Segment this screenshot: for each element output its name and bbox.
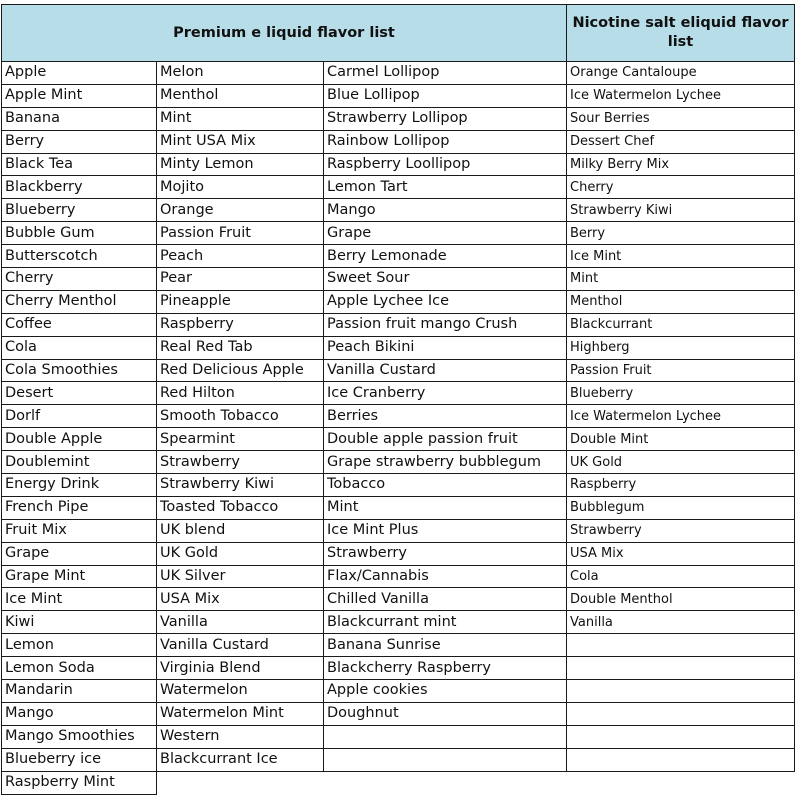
table-row xyxy=(2,290,795,313)
flavor-cell-col2: Watermelon xyxy=(157,680,324,703)
table-row xyxy=(2,725,795,748)
flavor-cell-col1: Banana xyxy=(2,107,157,130)
salt-flavor-cell: Dessert Chef xyxy=(567,130,795,153)
table-row xyxy=(2,405,795,428)
flavor-cell-col3: Grape xyxy=(324,222,567,245)
table-body xyxy=(2,62,795,795)
salt-flavor-cell: Ice Mint xyxy=(567,245,795,268)
flavor-cell-col2: Real Red Tab xyxy=(157,336,324,359)
flavor-cell-col1: Cherry xyxy=(2,268,157,291)
flavor-cell-col1: Desert xyxy=(2,382,157,405)
flavor-cell-col1: Ice Mint xyxy=(2,588,157,611)
flavor-cell-col1: Double Apple xyxy=(2,428,157,451)
salt-flavor-cell: Bubblegum xyxy=(567,496,795,519)
table-row xyxy=(2,657,795,680)
flavor-cell-col2: Smooth Tobacco xyxy=(157,405,324,428)
salt-flavor-cell: Orange Cantaloupe xyxy=(567,62,795,85)
flavor-cell-col2: Virginia Blend xyxy=(157,657,324,680)
flavor-cell-col3: Flax/Cannabis xyxy=(324,565,567,588)
flavor-cell-col1: Cola xyxy=(2,336,157,359)
flavor-cell-col1: Bubble Gum xyxy=(2,222,157,245)
flavor-cell-col2: UK Gold xyxy=(157,542,324,565)
flavor-cell-col1: Mango Smoothies xyxy=(2,725,157,748)
flavor-cell-col3: Strawberry xyxy=(324,542,567,565)
salt-flavor-cell: USA Mix xyxy=(567,542,795,565)
flavor-cell-col2: Menthol xyxy=(157,84,324,107)
flavor-cell-col2: Pineapple xyxy=(157,290,324,313)
table-row xyxy=(2,84,795,107)
salt-flavor-cell: Strawberry Kiwi xyxy=(567,199,795,222)
salt-flavor-cell: UK Gold xyxy=(567,451,795,474)
blank-cell xyxy=(157,771,795,794)
flavor-cell-col3: Vanilla Custard xyxy=(324,359,567,382)
flavor-cell-col3 xyxy=(324,725,567,748)
flavor-cell-col3: Lemon Tart xyxy=(324,176,567,199)
table-row xyxy=(2,382,795,405)
table-row xyxy=(2,62,795,85)
flavor-cell-col1: Butterscotch xyxy=(2,245,157,268)
table-row xyxy=(2,451,795,474)
flavor-cell-col1: Fruit Mix xyxy=(2,519,157,542)
flavor-cell-col3: Ice Mint Plus xyxy=(324,519,567,542)
table-row xyxy=(2,268,795,291)
flavor-cell-col2: Minty Lemon xyxy=(157,153,324,176)
salt-flavor-cell: Milky Berry Mix xyxy=(567,153,795,176)
flavor-cell-col1: Apple xyxy=(2,62,157,85)
flavor-cell-col1: Grape Mint xyxy=(2,565,157,588)
flavor-cell-col2: Vanilla Custard xyxy=(157,634,324,657)
salt-flavor-cell: Cola xyxy=(567,565,795,588)
flavor-cell-col2: UK Silver xyxy=(157,565,324,588)
table-row xyxy=(2,130,795,153)
flavor-cell-col3: Tobacco xyxy=(324,474,567,497)
salt-flavor-cell: Double Menthol xyxy=(567,588,795,611)
flavor-cell-col2: Mojito xyxy=(157,176,324,199)
salt-flavor-cell xyxy=(567,634,795,657)
flavor-cell-col1: Apple Mint xyxy=(2,84,157,107)
flavor-cell-col3: Blackcherry Raspberry xyxy=(324,657,567,680)
flavor-cell-col3: Apple cookies xyxy=(324,680,567,703)
table-row xyxy=(2,702,795,725)
salt-flavor-cell: Strawberry xyxy=(567,519,795,542)
flavor-cell-col3 xyxy=(324,748,567,771)
flavor-cell-col1: Cola Smoothies xyxy=(2,359,157,382)
flavor-cell-col2: USA Mix xyxy=(157,588,324,611)
table-row xyxy=(2,588,795,611)
flavor-cell-col1: Mango xyxy=(2,702,157,725)
table-row xyxy=(2,245,795,268)
table-row xyxy=(2,153,795,176)
flavor-cell-col1: Blueberry ice xyxy=(2,748,157,771)
salt-flavor-cell xyxy=(567,748,795,771)
flavor-cell-col3: Mint xyxy=(324,496,567,519)
table-row xyxy=(2,542,795,565)
salt-flavor-cell: Double Mint xyxy=(567,428,795,451)
flavor-cell-col3: Sweet Sour xyxy=(324,268,567,291)
table-row xyxy=(2,611,795,634)
flavor-cell-col2: Passion Fruit xyxy=(157,222,324,245)
flavor-cell-col3: Banana Sunrise xyxy=(324,634,567,657)
flavor-cell-col1: Dorlf xyxy=(2,405,157,428)
flavor-cell-col2: Pear xyxy=(157,268,324,291)
flavor-cell-col2: Western xyxy=(157,725,324,748)
flavor-cell-col3: Mango xyxy=(324,199,567,222)
flavor-cell-col2: Melon xyxy=(157,62,324,85)
salt-flavor-cell: Passion Fruit xyxy=(567,359,795,382)
flavor-cell-col3: Doughnut xyxy=(324,702,567,725)
flavor-cell-col3: Passion fruit mango Crush xyxy=(324,313,567,336)
flavor-cell-col1: Black Tea xyxy=(2,153,157,176)
flavor-cell-col2: Mint xyxy=(157,107,324,130)
flavor-cell-col1: Mandarin xyxy=(2,680,157,703)
flavor-cell-col2: Red Delicious Apple xyxy=(157,359,324,382)
flavor-cell-col3: Strawberry Lollipop xyxy=(324,107,567,130)
flavor-cell-col1: Energy Drink xyxy=(2,474,157,497)
table-row xyxy=(2,313,795,336)
table-row xyxy=(2,771,795,794)
salt-flavor-cell: Sour Berries xyxy=(567,107,795,130)
premium-header: Premium e liquid flavor list xyxy=(2,5,567,62)
flavor-cell-col2: Strawberry xyxy=(157,451,324,474)
salt-flavor-cell xyxy=(567,680,795,703)
salt-flavor-cell: Raspberry xyxy=(567,474,795,497)
flavor-cell-col2: Blackcurrant Ice xyxy=(157,748,324,771)
table-row xyxy=(2,199,795,222)
salt-flavor-cell: Ice Watermelon Lychee xyxy=(567,405,795,428)
flavor-cell-col3: Blackcurrant mint xyxy=(324,611,567,634)
flavor-cell-col3: Apple Lychee Ice xyxy=(324,290,567,313)
salt-flavor-cell: Cherry xyxy=(567,176,795,199)
flavor-cell-col1: Blackberry xyxy=(2,176,157,199)
flavor-cell-col2: Mint USA Mix xyxy=(157,130,324,153)
flavor-cell-col2: Raspberry xyxy=(157,313,324,336)
flavor-cell-col3: Raspberry Loollipop xyxy=(324,153,567,176)
flavor-table xyxy=(1,4,795,795)
flavor-cell-col1: Raspberry Mint xyxy=(2,771,157,794)
flavor-cell-col3: Peach Bikini xyxy=(324,336,567,359)
flavor-cell-col2: Orange xyxy=(157,199,324,222)
table-row xyxy=(2,519,795,542)
salt-flavor-cell: Ice Watermelon Lychee xyxy=(567,84,795,107)
flavor-cell-col2: Toasted Tobacco xyxy=(157,496,324,519)
flavor-cell-col3: Chilled Vanilla xyxy=(324,588,567,611)
flavor-cell-col1: Blueberry xyxy=(2,199,157,222)
table-row xyxy=(2,680,795,703)
flavor-cell-col2: Strawberry Kiwi xyxy=(157,474,324,497)
flavor-cell-col2: Watermelon Mint xyxy=(157,702,324,725)
flavor-cell-col3: Grape strawberry bubblegum xyxy=(324,451,567,474)
flavor-cell-col1: Doublemint xyxy=(2,451,157,474)
table-row xyxy=(2,336,795,359)
salt-flavor-cell xyxy=(567,657,795,680)
salt-header: Nicotine salt eliquid flavor list xyxy=(567,5,795,62)
header-row xyxy=(2,5,795,62)
table-row xyxy=(2,474,795,497)
flavor-cell-col1: Coffee xyxy=(2,313,157,336)
table-row xyxy=(2,565,795,588)
flavor-cell-col2: Vanilla xyxy=(157,611,324,634)
salt-flavor-cell: Highberg xyxy=(567,336,795,359)
flavor-cell-col3: Rainbow Lollipop xyxy=(324,130,567,153)
table-row xyxy=(2,359,795,382)
flavor-cell-col3: Blue Lollipop xyxy=(324,84,567,107)
flavor-cell-col1: Cherry Menthol xyxy=(2,290,157,313)
flavor-cell-col1: French Pipe xyxy=(2,496,157,519)
flavor-cell-col2: Peach xyxy=(157,245,324,268)
flavor-cell-col1: Lemon xyxy=(2,634,157,657)
table-row xyxy=(2,634,795,657)
flavor-cell-col2: Spearmint xyxy=(157,428,324,451)
salt-flavor-cell: Berry xyxy=(567,222,795,245)
salt-flavor-cell: Blackcurrant xyxy=(567,313,795,336)
salt-flavor-cell: Mint xyxy=(567,268,795,291)
table-row xyxy=(2,748,795,771)
table-row xyxy=(2,222,795,245)
salt-flavor-cell: Vanilla xyxy=(567,611,795,634)
flavor-cell-col2: UK blend xyxy=(157,519,324,542)
flavor-cell-col3: Carmel Lollipop xyxy=(324,62,567,85)
flavor-cell-col2: Red Hilton xyxy=(157,382,324,405)
table-row xyxy=(2,176,795,199)
flavor-cell-col1: Grape xyxy=(2,542,157,565)
flavor-cell-col1: Berry xyxy=(2,130,157,153)
salt-flavor-cell xyxy=(567,702,795,725)
salt-flavor-cell: Blueberry xyxy=(567,382,795,405)
flavor-cell-col3: Double apple passion fruit xyxy=(324,428,567,451)
flavor-cell-col1: Kiwi xyxy=(2,611,157,634)
table-row xyxy=(2,428,795,451)
salt-flavor-cell xyxy=(567,725,795,748)
salt-flavor-cell: Menthol xyxy=(567,290,795,313)
table-row xyxy=(2,107,795,130)
flavor-cell-col3: Berry Lemonade xyxy=(324,245,567,268)
table-row xyxy=(2,496,795,519)
flavor-cell-col3: Ice Cranberry xyxy=(324,382,567,405)
flavor-cell-col3: Berries xyxy=(324,405,567,428)
flavor-cell-col1: Lemon Soda xyxy=(2,657,157,680)
